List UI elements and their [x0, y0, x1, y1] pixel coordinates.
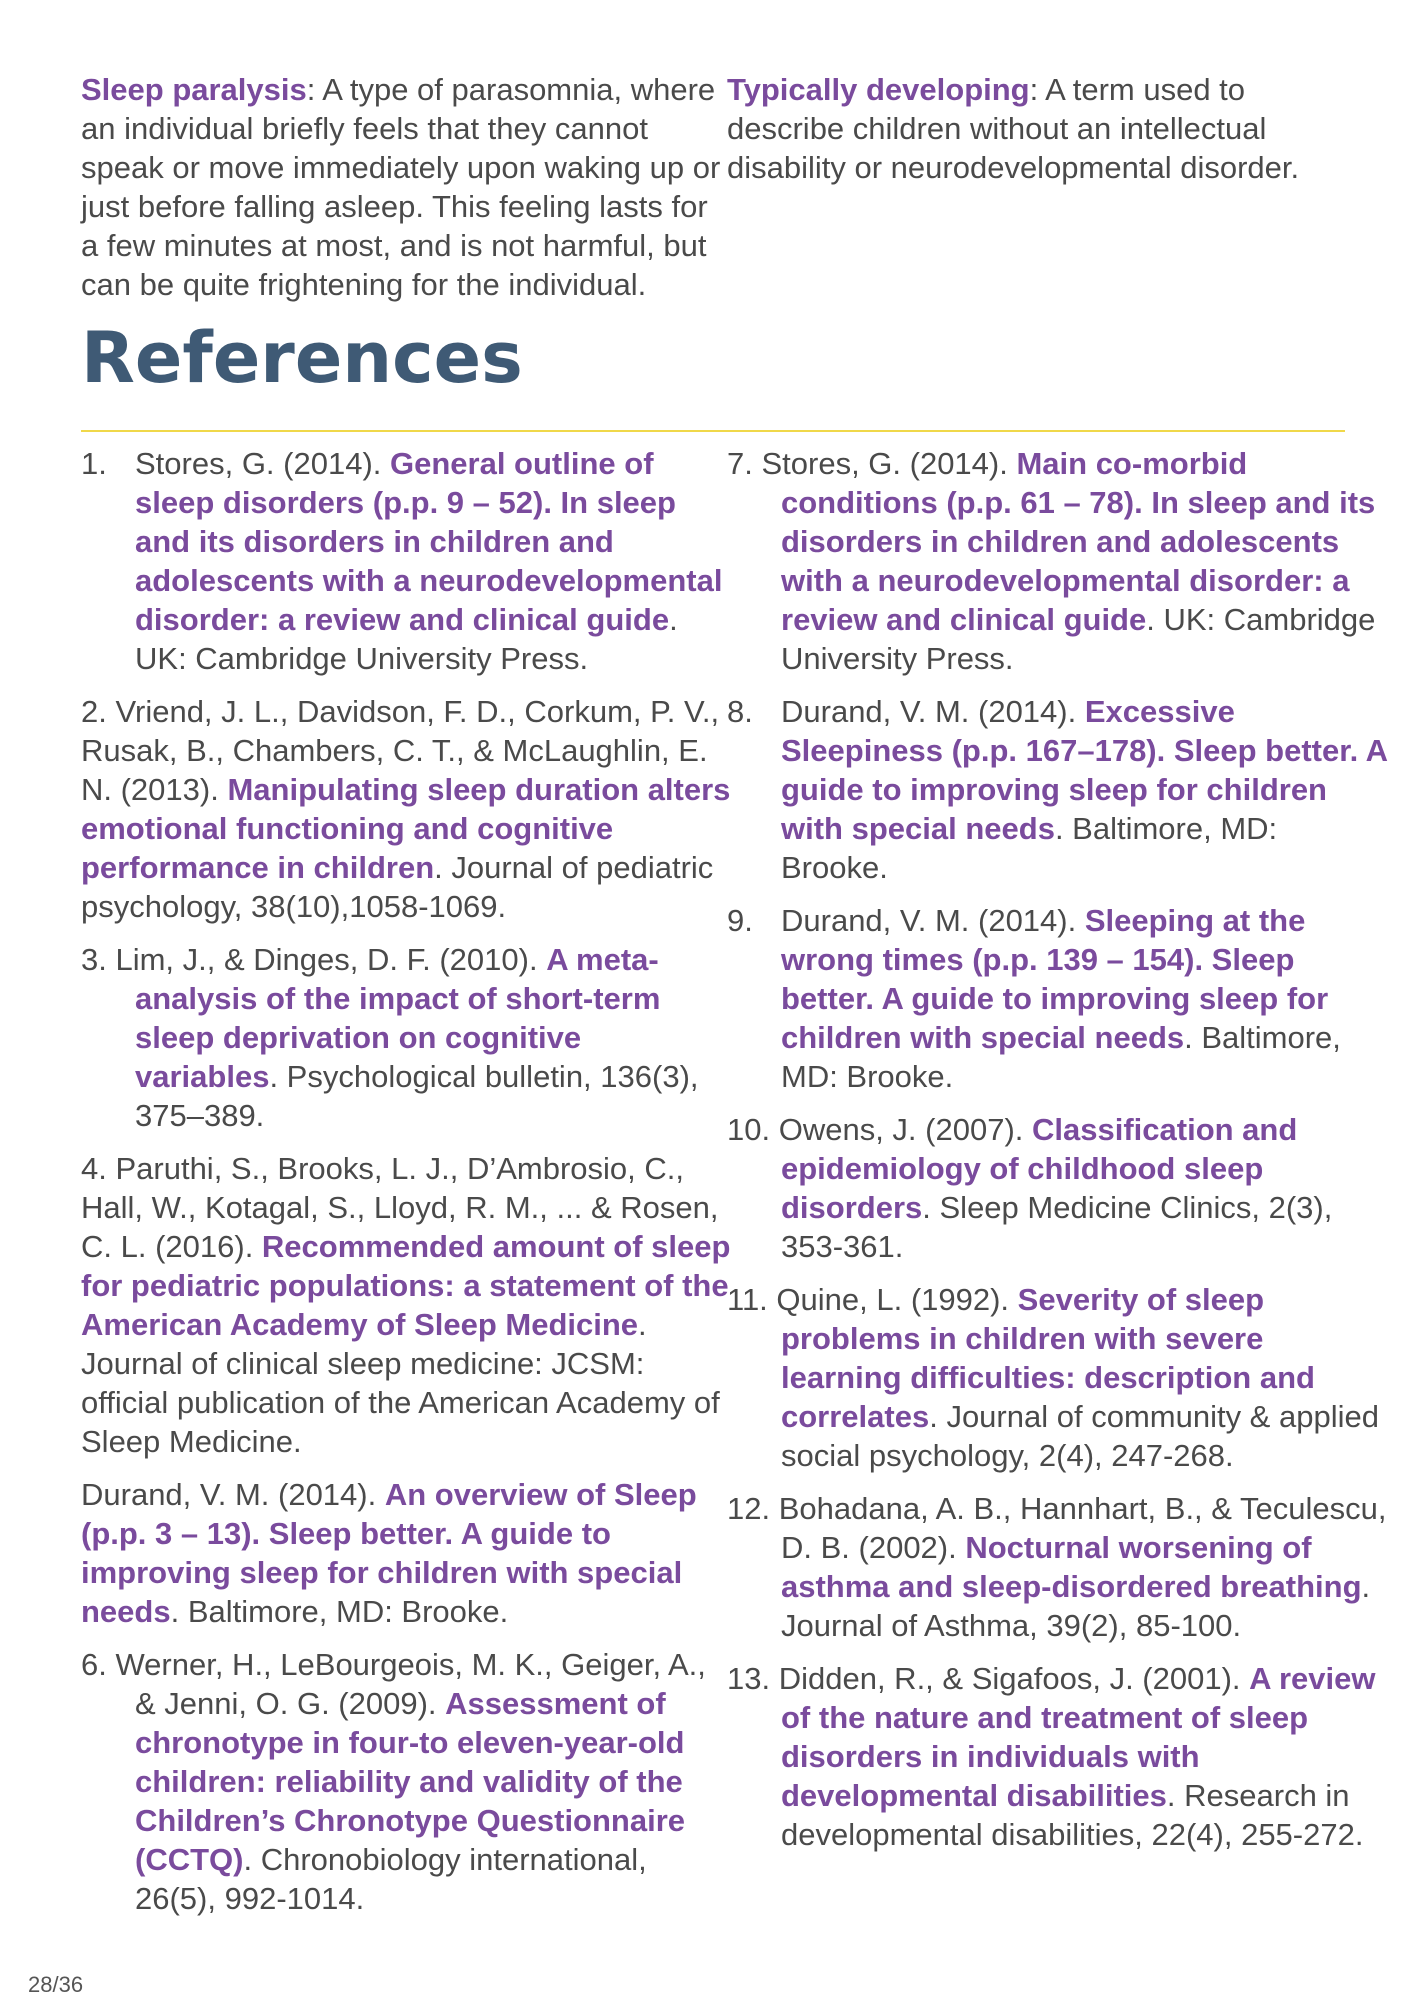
reference-item: [81, 444, 731, 678]
reference-source: . Psychological bulletin, 136(3), 375–389.: [135, 1059, 699, 1133]
reference-number: 1.: [81, 446, 107, 481]
reference-authors: Stores, G. (2014).: [752, 446, 1017, 481]
reference-authors: Durand, V. M. (2014).: [781, 903, 1085, 938]
reference-source: . Journal of pediatric psychology, 38(10),1058-1069.: [81, 850, 714, 924]
reference-authors: Paruthi, S., Brooks, L. J., D’Ambrosio, C., Hall, W., Kotagal, S., Lloyd, R. M., ... & Rosen, C. L. (2016).: [81, 1151, 719, 1264]
reference-source: . Journal of clinical sleep medicine: JCSM: official publication of the American Academy of Sleep Medicine.: [81, 1307, 720, 1459]
reference-title-link[interactable]: Recommended amount of sleep for pediatric populations: a statement of the American Academy of Sleep Medicine: [81, 1229, 731, 1342]
reference-authors: Durand, V. M. (2014).: [81, 1477, 385, 1512]
definition-sleep-paralysis: [81, 70, 731, 304]
reference-source: . Baltimore, MD: Brooke.: [781, 1020, 1341, 1094]
reference-number: 7.: [727, 446, 753, 481]
reference-source: . Chronobiology international, 26(5), 992-1014.: [135, 1842, 647, 1916]
reference-number: 9.: [727, 903, 753, 938]
reference-title-link[interactable]: A review of the nature and treatment of sleep disorders in individuals with developmental disabilities: [781, 1661, 1376, 1813]
reference-source: . Sleep Medicine Clinics, 2(3), 353-361.: [781, 1190, 1333, 1264]
reference-title-link[interactable]: Classification and epidemiology of childhood sleep disorders: [781, 1112, 1298, 1225]
reference-item: [727, 1280, 1387, 1475]
reference-item: [727, 1489, 1387, 1645]
reference-title-link[interactable]: Manipulating sleep duration alters emotional functioning and cognitive performance in children: [81, 772, 731, 885]
definition-text: : A type of parasomnia, where an individual briefly feels that they cannot speak or move immediately upon waking up or just before falling asleep. This feeling lasts for a few minutes at most, and is not harmful, but can be quite frightening for the individual.: [81, 72, 721, 302]
reference-number: 2.: [81, 694, 107, 729]
reference-number: 10.: [727, 1112, 771, 1147]
reference-number: 3.: [81, 942, 107, 977]
definition-text: : A term used to describe children without an intellectual disability or neurodevelopmental disorder.: [727, 72, 1300, 185]
reference-item: [81, 1645, 731, 1918]
reference-item: [727, 1659, 1387, 1854]
reference-title-link[interactable]: Sleeping at the wrong times (p.p. 139 – 154). Sleep better. A guide to improving sleep for children with special needs: [781, 903, 1329, 1055]
reference-authors: Lim, J., & Dinges, D. F. (2010).: [106, 942, 547, 977]
definition-term: Typically developing: [727, 72, 1030, 107]
reference-number: 6.: [81, 1647, 107, 1682]
reference-title-link[interactable]: A meta-analysis of the impact of short-term sleep deprivation on cognitive variables: [135, 942, 661, 1094]
reference-title-link[interactable]: An overview of Sleep (p.p. 3 – 13). Sleep better. A guide to improving sleep for children with special needs: [81, 1477, 697, 1629]
reference-item: [81, 1149, 731, 1461]
reference-item: [727, 901, 1387, 1096]
reference-number: 11.: [727, 1282, 768, 1317]
reference-source: . UK: Cambridge University Press.: [781, 602, 1376, 676]
heading-divider: [81, 430, 1345, 432]
reference-authors: Bohadana, A. B., Hannhart, B., & Teculescu, D. B. (2002).: [770, 1491, 1387, 1565]
reference-item: [727, 692, 1387, 887]
reference-number: 4.: [81, 1151, 107, 1186]
reference-title-link[interactable]: General outline of sleep disorders (p.p. 9 – 52). In sleep and its disorders in children and adolescents with a neurodevelopmental disorder: a review and clinical guide: [135, 446, 723, 637]
reference-source: . Journal of Asthma, 39(2), 85-100.: [781, 1569, 1371, 1643]
reference-authors: Vriend, J. L., Davidson, F. D., Corkum, P. V., Rusak, B., Chambers, C. T., & McLaughlin, E. N. (2013).: [81, 694, 720, 807]
reference-item: [727, 1110, 1387, 1266]
reference-source: . Baltimore, MD: Brooke.: [781, 811, 1278, 885]
references-right-column: [727, 444, 1387, 1868]
reference-title-link[interactable]: Nocturnal worsening of asthma and sleep-disordered breathing: [781, 1530, 1362, 1604]
reference-item: [81, 1475, 731, 1631]
definition-typically-developing: [727, 70, 1367, 187]
reference-source: . Research in developmental disabilities, 22(4), 255-272.: [781, 1778, 1364, 1852]
reference-title-link[interactable]: Main co-morbid conditions (p.p. 61 – 78). In sleep and its disorders in children and adolescents with a neurodevelopmental disorder: a review and clinical guide: [781, 446, 1376, 637]
page-number: 28/36: [28, 1972, 84, 1997]
references-heading: References: [81, 317, 523, 399]
definition-term: Sleep paralysis: [81, 72, 307, 107]
reference-source: . UK: Cambridge University Press.: [135, 602, 678, 676]
references-left-column: [81, 444, 731, 1932]
reference-source: . Baltimore, MD: Brooke.: [170, 1594, 509, 1629]
reference-title-link[interactable]: Assessment of chronotype in four-to eleven-year-old children: reliability and validity of the Children’s Chronotype Questionnaire (CCTQ): [135, 1686, 686, 1877]
reference-number: 8.: [727, 694, 753, 729]
reference-source: . Journal of community & applied social psychology, 2(4), 247-268.: [781, 1399, 1379, 1473]
reference-authors: Didden, R., & Sigafoos, J. (2001).: [770, 1661, 1250, 1696]
reference-authors: Stores, G. (2014).: [135, 446, 390, 481]
reference-title-link[interactable]: Severity of sleep problems in children with severe learning difficulties: description and correlates: [781, 1282, 1315, 1434]
reference-item: [81, 692, 731, 926]
reference-title-link[interactable]: Excessive Sleepiness (p.p. 167–178). Sleep better. A guide to improving sleep for children with special needs: [781, 694, 1387, 846]
reference-number: 12.: [727, 1491, 771, 1526]
reference-authors: Durand, V. M. (2014).: [781, 694, 1085, 729]
reference-authors: Werner, H., LeBourgeois, M. K., Geiger, A., & Jenni, O. G. (2009).: [106, 1647, 706, 1721]
reference-item: [727, 444, 1387, 678]
reference-authors: Quine, L. (1992).: [767, 1282, 1018, 1317]
reference-authors: Owens, J. (2007).: [770, 1112, 1032, 1147]
reference-number: 13.: [727, 1661, 771, 1696]
reference-item: [81, 940, 731, 1135]
